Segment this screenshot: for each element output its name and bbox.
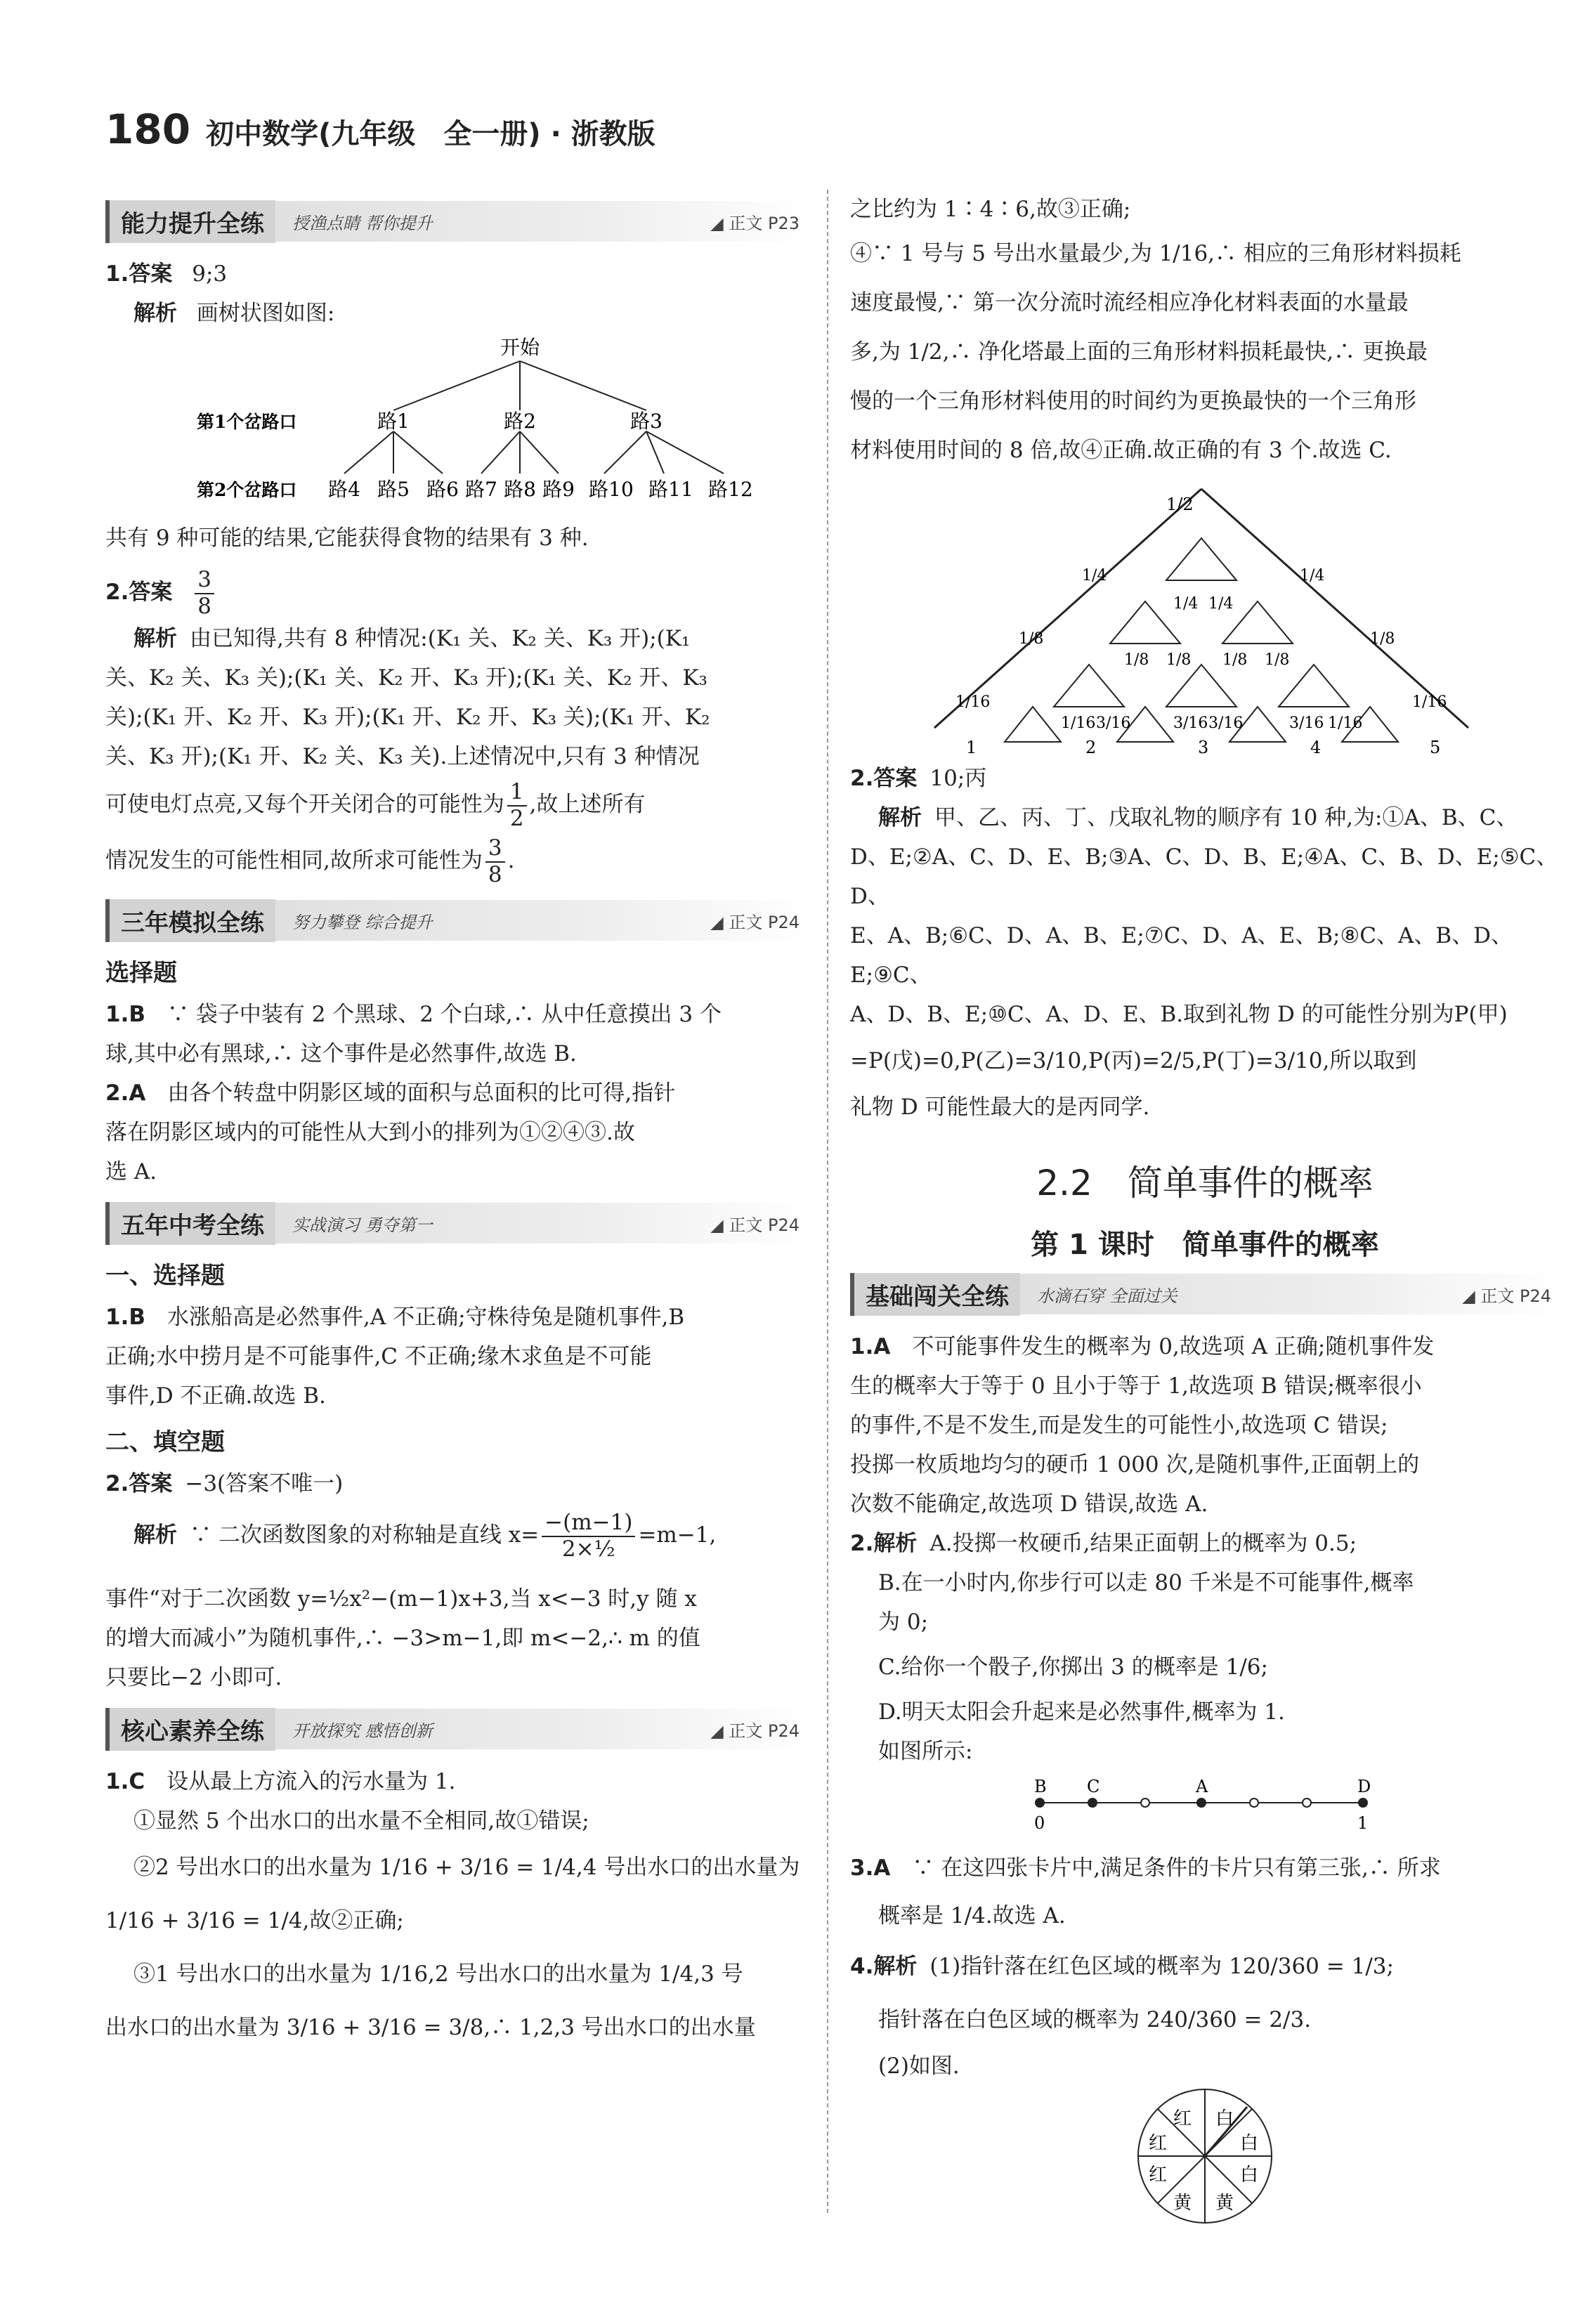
question-number: 2. [850,1531,874,1556]
numerator: 1 [507,780,527,807]
flow-label: 3/16 [1289,714,1324,732]
z2-answer [105,1464,808,1503]
z2-line: 只要比−2 小即可. [105,1665,282,1691]
r-q2-line [850,798,1560,837]
flow-label: 1/8 [1222,651,1248,669]
flow-label: 1/4 [1208,595,1234,613]
cont-line: 速度最慢,∵ 第一次分流时流经相应净化材料表面的水量最 [850,290,1409,315]
tree-leaf: 路11 [648,478,693,501]
analysis-text: ,故上述所有 [529,792,646,818]
analysis-text: 甲、乙、丙、丁、戊取礼物的顺序有 10 种,为:①A、B、C、 [934,805,1518,830]
answer-value: −3(答案不唯一) [185,1471,344,1497]
section-title: 核心素养全练 [105,1708,275,1751]
answer-text: 由各个转盘中阴影区域的面积与总面积的比可得,指针 [167,1081,676,1106]
outlet-number: 1 [966,738,977,756]
page-reference: ◢ 正文 P24 [710,1721,800,1741]
h1-line: ①显然 5 个出水口的出水量不全相同,故①错误; [133,1808,589,1834]
sector-label: 白 [1240,2165,1259,2186]
q2-analysis-line: 关、K₃ 开);(K₁ 开、K₂ 关、K₃ 关).上述情况中,只有 3 种情况 [105,744,700,770]
probability-number-line [850,1771,1553,1841]
flow-label: 1/8 [1265,651,1290,669]
q2-analysis-line [105,619,808,658]
analysis-text: ∵ 二次函数图象的对称轴是直线 x= [190,1522,540,1548]
flow-label: 1/16 [955,693,991,711]
analysis-text: 可使电灯点亮,又每个开关闭合的可能性为 [105,792,504,818]
question-number: 2.A [105,1081,146,1106]
purification-tower-diagram [850,475,1553,756]
b1-line: 次数不能确定,故选项 D 错误,故选 A. [850,1491,1208,1517]
tree-leaf: 路6 [426,478,459,501]
page-reference: ◢ 正文 P24 [710,912,800,932]
b2-line [850,1524,1560,1563]
tree-node: 路3 [630,410,663,433]
tick-mark [1303,1799,1311,1807]
flow-label: 1/8 [1019,630,1044,648]
r-q2-line: A、D、B、E;⑩C、A、D、E、B.取到礼物 D 的可能性分别为P(甲) [850,1002,1508,1027]
section-title: 能力提升全练 [105,200,275,243]
question-number: 1.B [105,1305,145,1331]
section-bar-sannian [105,900,808,941]
tower-outline [934,489,1468,728]
outlet-number: 2 [1085,738,1097,756]
answer-value: 9;3 [192,261,228,287]
b1-line: 投掷一枚质地均匀的硬币 1 000 次,是随机事件,正面朝上的 [850,1452,1420,1477]
answer-value: 10;丙 [929,766,987,791]
flow-label: 1/16 [1061,714,1096,732]
q2-analysis-line: 关、K₂ 关、K₃ 关);(K₁ 关、K₂ 开、K₃ 开);(K₁ 关、K₂ 开、K₃ [105,665,707,691]
tree-start: 开始 [500,336,540,359]
b4-line [850,1940,1560,1993]
analysis-label: 解析 [873,1531,918,1556]
page-reference: ◢ 正文 P24 [1462,1286,1551,1306]
q1-analysis [105,294,808,333]
section-bar-jichu [850,1274,1560,1314]
q2-analysis-line [105,833,808,889]
b4-line: 指针落在白色区域的概率为 240/360 = 2/3. [878,2007,1312,2032]
cont-line: 多,为 1/2,∴ 净化塔最上面的三角形材料损耗最快,∴ 更换最 [850,339,1428,365]
numerator: 3 [485,836,505,863]
tick-label: 1 [1357,1813,1369,1833]
r-q2-line: =P(戊)=0,P(乙)=3/10,P(丙)=2/5,P(丁)=3/10,所以取到 [850,1048,1417,1073]
analysis-text: 由已知得,共有 8 种情况:(K₁ 关、K₂ 关、K₃ 开);(K₁ [190,626,691,652]
tree-diagram [105,333,808,516]
q1-conclusion: 共有 9 种可能的结果,它能获得食物的结果有 3 种. [105,525,589,551]
m1-line [105,995,808,1034]
answer-label: 答案 [873,766,918,791]
tree-leaf: 路12 [708,478,753,501]
denominator: 8 [197,593,211,619]
fraction [485,836,505,887]
b1-line [850,1327,1560,1366]
tree-node: 路2 [504,410,536,433]
q1-answer [105,254,808,294]
point-label: B [1034,1777,1047,1796]
z2-line: 的增大而减小”为随机事件,∴ −3>m−1,即 m<−2,∴ m 的值 [105,1626,700,1652]
outlet-number: 3 [1198,738,1209,756]
point-a [1196,1798,1206,1808]
question-number: 1.C [105,1769,145,1795]
question-number: 2. [105,1471,129,1497]
question-number: 1.B [105,1002,145,1028]
analysis-label: 解析 [873,1954,918,1979]
flow-label: 1/8 [1166,651,1192,669]
section-bar-wunian [105,1203,808,1243]
page-reference-text: 正文 P24 [729,1721,800,1741]
answer-label: 答案 [129,261,173,287]
analysis-text: =m−1, [638,1522,717,1548]
point-d [1358,1798,1368,1808]
analysis-label: 解析 [878,805,922,830]
flow-label: 3/16 [1173,714,1208,732]
section-subtitle: 开放探究 感悟创新 [292,1721,433,1741]
cont-line: ④∵ 1 号与 5 号出水量最少,为 1/16,∴ 相应的三角形材料损耗 [850,241,1461,266]
analysis-text: A.投掷一枚硬币,结果正面朝上的概率为 0.5; [929,1531,1357,1556]
sector-label: 红 [1149,2133,1168,2154]
sector-label: 白 [1240,2133,1259,2154]
tree-leaf: 路8 [504,478,536,501]
question-number: 4. [850,1954,874,1979]
answer-text: 设从最上方流入的污水量为 1. [167,1769,456,1795]
chapter-title: 2.2 简单事件的概率 [1036,1163,1374,1203]
page-reference-text: 正文 P23 [729,213,800,233]
denominator: 2 [509,805,524,831]
answer-label: 答案 [129,580,173,606]
sector-label: 红 [1149,2165,1168,2186]
b2-line: 如图所示: [878,1739,973,1764]
r-q2-line: D、E;②A、C、D、E、B;③A、C、D、B、E;④A、C、B、D、E;⑤C、D、 [850,844,1558,909]
q2-analysis-line: 关);(K₁ 开、K₂ 开、K₃ 开);(K₁ 开、K₂ 开、K₃ 关);(K₁ 开、K₂ [105,705,710,731]
choice-heading: 选择题 [105,959,177,988]
flow-label: 1/16 [1328,714,1363,732]
question-number: 2. [850,766,874,791]
page-reference: ◢ 正文 P23 [710,213,800,233]
b2-line: C.给你一个骰子,你掷出 3 的概率是 1/6; [878,1654,1268,1680]
flow-label: 1/4 [1300,567,1325,585]
numerator: −(m−1) [542,1510,635,1537]
answer-label: 答案 [129,1471,173,1497]
q2-analysis-line [105,776,808,833]
b1-line: 的事件,不是不发生,而是发生的可能性小,故选项 C 错误; [850,1413,1388,1438]
answer-text: ∵ 袋子中装有 2 个黑球、2 个白球,∴ 从中任意摸出 3 个 [167,1002,722,1028]
lesson-title: 第 1 课时 简单事件的概率 [1031,1229,1379,1261]
tree-level1-label: 第1个岔路口 [197,412,297,432]
answer-fraction [195,568,214,619]
tick-mark [1141,1799,1149,1807]
part2-heading: 二、填空题 [105,1428,225,1457]
flow-label: 3/16 [1096,714,1131,732]
part1-heading: 一、选择题 [105,1262,225,1291]
cont-line: 慢的一个三角形材料使用的时间约为更换最快的一个三角形 [850,389,1416,414]
flow-label: 1/4 [1173,595,1199,613]
r-q2-line: E、A、B;⑥C、D、A、B、E;⑦C、D、A、E、B;⑧C、A、B、D、E;⑨C、 [850,923,1513,988]
section-subtitle: 授渔点睛 帮你提升 [292,213,433,233]
answer-text: ∵ 在这四张卡片中,满足条件的卡片只有第三张,∴ 所求 [912,1855,1441,1881]
question-number: 1. [105,261,129,287]
tree-node: 路1 [377,410,410,433]
b2-line: 为 0; [878,1610,929,1635]
column-divider [827,190,828,2213]
analysis-text: . [507,848,515,874]
question-number: 3.A [850,1855,891,1881]
flow-label: 1/16 [1412,693,1447,711]
tree-leaf: 路9 [542,478,575,501]
point-c [1088,1798,1097,1808]
point-label: A [1196,1777,1208,1796]
b1-line: 生的概率大于等于 0 且小于等于 1,故选项 B 错误;概率很小 [850,1373,1422,1399]
m2-line: 落在阴影区域内的可能性从大到小的排列为①②④③.故 [105,1120,635,1146]
outlet-number: 4 [1310,738,1322,756]
z1-line: 正确;水中捞月是不可能事件,C 不正确;缘木求鱼是不可能 [105,1344,652,1370]
answer-text: 水涨船高是必然事件,A 不正确;守株待兔是随机事件,B [167,1305,685,1331]
b3-line: 概率是 1/4.故选 A. [878,1903,1066,1928]
sector-label: 黄 [1215,2193,1234,2214]
tower-triangles [1005,538,1398,742]
section-subtitle: 水滴石穿 全面过关 [1037,1286,1177,1306]
cont-line: 材料使用时间的 8 倍,故④正确.故正确的有 3 个.故选 C. [850,438,1392,463]
book-title: 初中数学(九年级 全一册) · 浙教版 [206,118,655,150]
page-reference-text: 正文 P24 [1480,1286,1551,1306]
q2-answer [105,568,808,619]
sector-label: 白 [1215,2108,1234,2129]
page-number: 180 [105,105,191,153]
tree-level2-label: 第2个岔路口 [197,480,297,500]
analysis-text: 情况发生的可能性相同,故所求可能性为 [105,848,483,874]
flow-label: 3/16 [1208,714,1244,732]
section-title: 基础闯关全练 [850,1273,1020,1316]
numerator: 3 [195,568,214,594]
analysis-label: 解析 [133,1522,177,1548]
page-reference-text: 正文 P24 [729,912,800,932]
cont-line: 之比约为 1∶4∶6,故③正确; [850,197,1131,222]
denominator: 8 [488,861,502,887]
tick-mark [1250,1799,1258,1807]
question-number: 1.A [850,1334,891,1359]
section-bar-nengli [105,201,808,242]
section-subtitle: 努力攀登 综合提升 [292,912,433,932]
page-reference-text: 正文 P24 [729,1215,800,1235]
spinner-wheel [850,2086,1553,2226]
z1-line: 事件,D 不正确.故选 B. [105,1383,326,1409]
b3-line [850,1844,1560,1892]
flow-label: 1/2 [1166,495,1194,514]
section-title: 五年中考全练 [105,1202,275,1245]
section-subtitle: 实战演习 勇夺第一 [292,1215,433,1235]
h1-line: ③1 号出水口的出水量为 1/16,2 号出水口的出水量为 1/4,3 号 [133,1961,743,1987]
right-column [850,190,1560,2229]
flow-label: 1/8 [1370,630,1395,648]
section-bar-hexin [105,1709,808,1749]
tree-leaf: 路10 [589,478,634,501]
z2-line: 事件“对于二次函数 y=½x²−(m−1)x+3,当 x<−3 时,y 随 x [105,1586,697,1612]
h1-line [105,1762,808,1801]
m1-line: 球,其中必有黑球,∴ 这个事件是必然事件,故选 B. [105,1041,577,1067]
fraction [507,780,527,831]
z2-analysis [105,1503,808,1567]
page-reference: ◢ 正文 P24 [710,1215,800,1235]
question-number: 2. [105,580,129,606]
m2-line [105,1073,808,1113]
point-b [1035,1798,1045,1808]
r-q2-answer [850,759,1560,798]
h1-line: ②2 号出水口的出水量为 1/16 + 3/16 = 1/4,4 号出水口的出水量为 [133,1855,800,1881]
b2-line: D.明天太阳会升起来是必然事件,概率为 1. [878,1699,1285,1725]
left-column [105,190,808,2054]
flow-label: 1/4 [1082,567,1107,585]
analysis-label: 解析 [133,301,177,326]
tick-label: 0 [1034,1813,1045,1833]
analysis-text: (1)指针落在红色区域的概率为 120/360 = 1/3; [929,1954,1394,1979]
h1-line: 出水口的出水量为 3/16 + 3/16 = 3/8,∴ 1,2,3 号出水口的出水量 [105,2015,756,2041]
fraction [542,1510,635,1562]
outlet-number: 5 [1430,738,1441,756]
sector-label: 黄 [1173,2193,1192,2214]
m2-line: 选 A. [105,1159,157,1185]
analysis-label: 解析 [133,626,177,652]
answer-text: 不可能事件发生的概率为 0,故选项 A 正确;随机事件发 [912,1334,1435,1359]
analysis-text: 画树状图如图: [196,301,335,326]
tree-leaf: 路7 [465,478,497,501]
b2-line: B.在一小时内,你步行可以走 80 千米是不可能事件,概率 [878,1570,1414,1595]
denominator: 2×½ [561,1536,615,1562]
sector-label: 红 [1173,2108,1192,2129]
page-header [105,105,655,153]
section-title: 三年模拟全练 [105,899,275,942]
r-q2-line: 礼物 D 可能性最大的是丙同学. [850,1095,1150,1120]
tree-leaf: 路4 [328,478,360,501]
h1-line: 1/16 + 3/16 = 1/4,故②正确; [105,1908,404,1934]
b4-line: (2)如图. [878,2054,960,2079]
flow-label: 1/8 [1124,651,1149,669]
point-label: D [1357,1777,1371,1796]
point-label: C [1087,1777,1100,1796]
z1-line [105,1298,808,1337]
tree-leaf: 路5 [377,478,410,501]
